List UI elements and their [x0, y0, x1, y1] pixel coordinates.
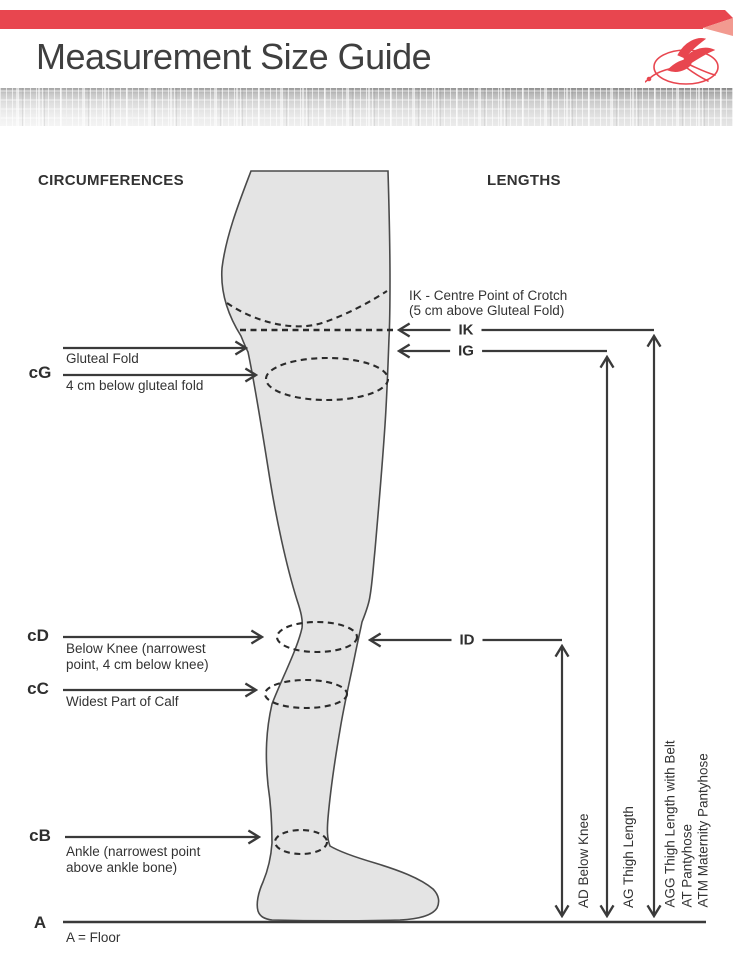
id-marker-label: ID	[452, 632, 483, 649]
crotch-note-line2: (5 cm above Gluteal Fold)	[409, 303, 565, 318]
gluteal-fold-label: Gluteal Fold	[66, 351, 139, 366]
cb-description-line2: above ankle bone)	[66, 859, 178, 875]
cc-description-label: Widest Part of Calf	[66, 694, 179, 709]
ag-thigh-length-label: AG Thigh Length	[621, 806, 636, 908]
cg-code-label: cG	[28, 363, 52, 382]
crotch-note-line1: IK - Centre Point of Crotch	[409, 288, 568, 303]
cd-description-line2: point, 4 cm below knee)	[66, 656, 209, 672]
ad-below-knee-label: AD Below Knee	[576, 813, 591, 908]
agg-length-labels	[663, 740, 713, 907]
cg-description-label: 4 cm below gluteal fold	[66, 378, 204, 393]
circumferences-heading: CIRCUMFERENCES	[38, 172, 184, 189]
cc-code-label: cC	[27, 679, 49, 698]
cb-description-label	[66, 844, 200, 875]
cd-description-line1: Below Knee (narrowest	[66, 641, 206, 656]
atm-maternity-pantyhose-label: ATM Maternity Pantyhose	[695, 753, 711, 908]
cd-code-label: cD	[27, 626, 49, 645]
cb-description-line1: Ankle (narrowest point	[66, 844, 201, 859]
leg-silhouette	[222, 171, 439, 921]
lengths-heading: LENGTHS	[487, 172, 561, 189]
crotch-point-note	[409, 288, 567, 318]
at-pantyhose-label: AT Pantyhose	[679, 823, 694, 908]
agg-thigh-belt-label: AGG Thigh Length with Belt	[662, 740, 678, 908]
cb-code-label: cB	[29, 826, 51, 845]
floor-description-label: A = Floor	[66, 930, 121, 945]
cd-description-label	[66, 641, 209, 672]
floor-code-label: A	[33, 913, 47, 932]
page-title: Measurement Size Guide	[36, 36, 432, 77]
ig-marker-label: IG	[450, 343, 482, 360]
ik-marker-label: IK	[451, 322, 482, 339]
